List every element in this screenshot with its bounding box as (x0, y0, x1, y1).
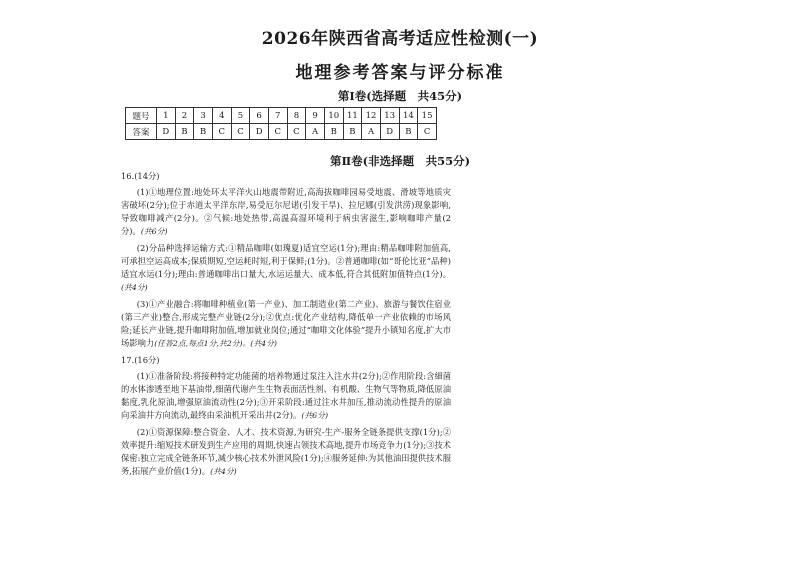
answer-cell: C (418, 124, 437, 140)
answer-cell: C (287, 124, 306, 140)
question-number-cell: 7 (268, 108, 287, 124)
q17-part1-text: (1)①准备阶段:将接种特定功能菌的培养物通过泵注入注水井(2分);②作用阶段:含細菌的水体渗透至地下基油带,细菌代谢产生生物表面活性剂、有机酸、生物气等物质,降低原油黏度,乳化原油,增强原油流动性(2分);③开采阶段:通过注水井加压,推动流动性提升的原油向采油井方向流动,最终由采油机开采出井(2分)。 (121, 371, 451, 420)
answer-table (125, 107, 437, 140)
q16-part1-text: (1)①地理位置:地处环太平洋火山地震带附近,高海拔咖啡园易受地震、滑坡等地质灾害破坏(2分);位于赤道太平洋东岸,易受厄尔尼诺(引发干旱)、拉尼娜(引发洪涝)现象影响,导致咖啡减产(2分)。②气候:地处热带,高温高湿环境利于病虫害滋生,影响咖啡产量(2分)。 (121, 187, 451, 236)
question-number-cell: 11 (343, 108, 362, 124)
q16-part2-score: (共4分) (121, 283, 148, 292)
answer-body (121, 166, 451, 478)
question-number-row (126, 108, 437, 124)
answer-cell: D (157, 124, 176, 140)
q16-part2-text: (2)分品种选择运输方式:①精品咖啡(如瑰夏)适宜空运(1分);理由:精品咖啡附加值高,可承担空运高成本;保质期短,空运耗时短,利于保鲜;(1分)。②普通咖啡(如“哥伦比亚”品种)适宜水运(1分);理由:普通咖啡出口量大,水运运量大、成本低,符合其低附加值特点(1分)。 (121, 243, 451, 279)
question-number-cell: 12 (362, 108, 381, 124)
question-number-cell: 15 (418, 108, 437, 124)
question-number-cell: 6 (250, 108, 269, 124)
q17-part1-score: (共6分) (301, 411, 328, 420)
section2-heading: 第Ⅱ卷(非选择题 共55分) (329, 154, 471, 168)
q16-heading: 16.(14分) (121, 171, 160, 181)
q16-part2 (121, 242, 451, 294)
question-number-cell: 5 (231, 108, 250, 124)
q17-part1 (121, 370, 451, 422)
row-label-answer: 答案 (126, 124, 157, 140)
q17-part2-score: (共4分) (210, 467, 237, 476)
question-number-cell: 13 (380, 108, 399, 124)
question-number-cell: 14 (399, 108, 418, 124)
q17-heading: 17.(16分) (121, 355, 160, 365)
question-number-cell: 3 (194, 108, 213, 124)
question-number-cell: 9 (306, 108, 325, 124)
answer-cell: B (399, 124, 418, 140)
question-number-cell: 2 (175, 108, 194, 124)
answer-cell: D (250, 124, 269, 140)
question-number-cell: 1 (157, 108, 176, 124)
answer-cell: A (362, 124, 381, 140)
q17-part2-text: (2)①资源保障:整合资金、人才、技术资源,为研究-生产-服务全链条提供支撑(1分);②效率提升:缩短技术研发到生产应用的周期,快速占领技术高地,提升市场竞争力(1分);③技术保密:独立完成全链条环节,减少核心技术外泄风险(1分);④服务延伸:为其他油田提供技术服务,拓展产业价值(1分)。 (121, 427, 451, 476)
question-number-cell: 4 (212, 108, 231, 124)
exam-title: 2026年陕西省高考适应性检测(一) (261, 29, 539, 49)
answer-cell: C (231, 124, 250, 140)
q16-part3 (121, 298, 451, 350)
answer-cell: C (212, 124, 231, 140)
answer-cell: A (306, 124, 325, 140)
q16-part1 (121, 186, 451, 238)
answer-cell: B (175, 124, 194, 140)
answer-cell: D (380, 124, 399, 140)
answer-cell: C (268, 124, 287, 140)
question-number-cell: 10 (324, 108, 343, 124)
q16-part3-score: (任答2点,每点1分,共2分)。(共4分) (154, 339, 277, 348)
q16-part1-score: (共6分) (140, 227, 168, 236)
answer-cell: B (194, 124, 213, 140)
answer-cell: B (324, 124, 343, 140)
answer-row (126, 124, 437, 140)
exam-subtitle: 地理参考答案与评分标准 (295, 63, 505, 83)
q17-part2 (121, 426, 451, 478)
section1-heading: 第Ⅰ卷(选择题 共45分) (337, 89, 463, 103)
q16-part3-text: (3)①产业融合:将咖啡种植业(第一产业)、加工制造业(第二产业)、旅游与餐饮住宿业(第三产业)整合,形成完整产业链(2分);②优点:优化产业结构,降低单一产业依赖的市场风险;延长产业链,提升咖啡附加值,增加就业岗位;通过“咖啡文化体验”提升小镇知名度,扩大市场影响力 (121, 299, 451, 348)
answer-cell: B (343, 124, 362, 140)
row-label-number: 题号 (126, 108, 157, 124)
question-number-cell: 8 (287, 108, 306, 124)
